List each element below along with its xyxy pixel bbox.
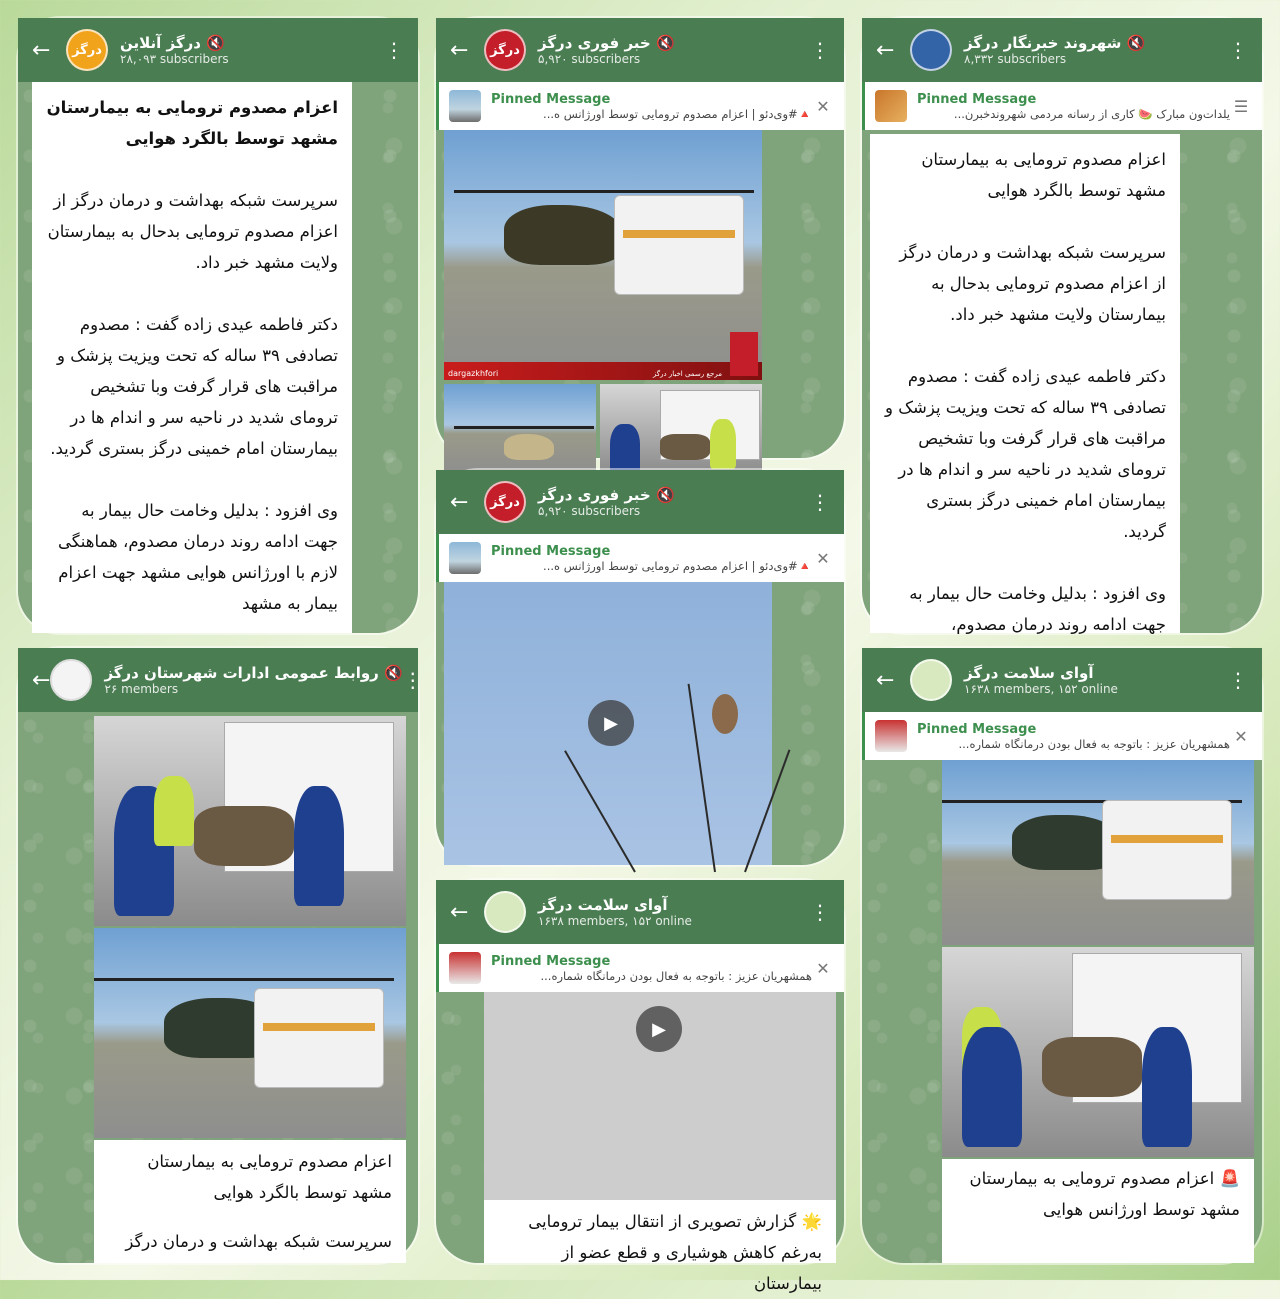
more-vert-icon[interactable]: ⋮ — [384, 38, 404, 62]
muted-icon: 🔇 — [206, 34, 225, 52]
avatar-text: درگز — [490, 494, 520, 510]
play-icon[interactable]: ▶ — [588, 700, 634, 746]
channel-title-text: خبر فوری درگز — [538, 486, 651, 504]
message-paragraph: به‌رغم کاهش هوشیاری و قطع عضو از بیمارستان — [561, 1243, 822, 1293]
pinned-text — [491, 92, 812, 121]
pinned-message-bar[interactable] — [436, 82, 844, 130]
subscriber-count: ۵,۹۲۰ subscribers — [538, 52, 641, 66]
medic-figure — [610, 424, 640, 474]
more-vert-icon[interactable]: ⋮ — [1228, 668, 1248, 692]
pinned-preview: 🔺#وی‌دئو | اعزام مصدوم ترومایی توسط اورژانس ه... — [543, 106, 812, 121]
message-headline: 🚨 اعزام مصدوم ترومایی به بیمارستان مشهد توسط اورژانس هوایی — [969, 1169, 1240, 1219]
channel-header — [862, 18, 1262, 82]
more-vert-icon[interactable]: ⋮ — [1228, 38, 1248, 62]
channel-title: آوای سلامت درگز — [964, 664, 1094, 682]
pinned-label: Pinned Message — [491, 953, 611, 969]
pinned-preview: همشهریان عزیز : باتوجه به فعال بودن درمانگاه شماره... — [540, 968, 812, 983]
more-vert-icon[interactable]: ⋮ — [810, 38, 830, 62]
back-arrow-icon[interactable]: ← — [32, 37, 51, 63]
channel-card-avaye-salamat — [862, 648, 1262, 1263]
back-arrow-icon[interactable]: ← — [450, 37, 469, 63]
pinned-preview: همشهریان عزیز : باتوجه به فعال بودن درمانگاه شماره... — [958, 736, 1230, 751]
pinned-text — [491, 954, 812, 983]
pinned-message-bar[interactable] — [862, 712, 1262, 760]
helicopter-body — [504, 434, 554, 460]
header-text[interactable] — [538, 34, 810, 66]
pinned-label: Pinned Message — [491, 91, 611, 107]
pinned-thumbnail — [875, 720, 907, 752]
muted-icon: 🔇 — [655, 34, 675, 52]
channel-avatar[interactable] — [910, 659, 952, 701]
header-text[interactable] — [120, 34, 384, 66]
pinned-text — [491, 544, 812, 573]
pinned-text — [917, 92, 1230, 121]
pinned-label: Pinned Message — [917, 91, 1037, 107]
channel-title — [104, 664, 402, 682]
channel-card-shahrvand-khabarnegar — [862, 18, 1262, 633]
channel-title-text: خبر فوری درگز — [538, 34, 651, 52]
channel-card-ravabet-omoomi — [18, 648, 423, 1263]
close-icon[interactable]: ✕ — [1234, 726, 1248, 746]
pinned-list-icon[interactable]: ☰ — [1233, 96, 1249, 116]
patient-blanket — [1042, 1037, 1142, 1097]
back-arrow-icon[interactable]: ← — [450, 489, 469, 515]
channel-card-avaye-salamat-video — [436, 880, 844, 1293]
member-count: ۱۶۳۸ members, ۱۵۲ online — [538, 914, 692, 928]
channel-header — [436, 18, 844, 82]
ambulance — [614, 195, 744, 295]
pinned-label: Pinned Message — [491, 543, 611, 559]
channel-avatar[interactable] — [484, 481, 526, 523]
channel-title — [964, 34, 1228, 52]
avatar-text: درگز — [490, 42, 520, 58]
pinned-message-bar[interactable] — [436, 534, 844, 582]
rotor-blade — [94, 978, 394, 981]
message-caption — [942, 1159, 1254, 1263]
tree-branch — [744, 749, 790, 872]
patient-blanket — [660, 434, 710, 460]
play-icon[interactable]: ▶ — [636, 1006, 682, 1052]
pinned-thumbnail — [449, 90, 481, 122]
message-caption — [484, 1200, 836, 1293]
avatar-text: درگز — [72, 42, 102, 58]
channel-title — [538, 486, 810, 504]
muted-icon: 🔇 — [655, 486, 675, 504]
tree-branch — [564, 750, 636, 872]
patient-loading-photo[interactable] — [942, 947, 1254, 1157]
header-text[interactable] — [538, 896, 810, 928]
bird-figure — [712, 694, 738, 734]
channel-avatar[interactable] — [484, 29, 526, 71]
channel-avatar[interactable] — [910, 29, 952, 71]
pinned-message-bar[interactable] — [436, 944, 844, 992]
message-paragraph: وی افزود : بدلیل وخامت حال بیمار به جهت ادامه روند درمان مصدوم، هماهنگی لازم با اورژانس هوایی مشهد جهت اعزام بیمار به مشهد — [57, 501, 338, 613]
back-arrow-icon[interactable]: ← — [876, 37, 895, 63]
message-paragraph: سرپرست شبکه بهداشت و درمان درگز از اعزام مصدوم ترومایی بدحال به بیمارستان ولایت مشهد خبر داد. — [899, 243, 1166, 324]
channel-title-text: درگز آنلاین — [120, 34, 201, 52]
message-paragraph: وی افزود : بدلیل وخامت حال بیمار به جهت ادامه روند درمان مصدوم، — [909, 584, 1166, 634]
helicopter-ambulance-photo[interactable] — [942, 760, 1254, 945]
pinned-label: Pinned Message — [917, 721, 1037, 737]
channel-header — [18, 648, 423, 712]
rotor-blade — [454, 426, 594, 429]
message-paragraph: سرپرست شبکه بهداشت و درمان درگز — [125, 1232, 392, 1251]
message-paragraph: دکتر فاطمه عیدی زاده گفت : مصدوم تصادفی ۳۹ ساله که تحت ویزیت پزشک و مراقبت های قرار گرفت وبا تشخیص ترومای شدید در ناحیه سر و اندام ها در بیمارستان امام خمینی درگز بستری گردید. — [50, 315, 338, 458]
member-count: ۲۶ members — [104, 682, 179, 696]
close-icon[interactable]: ✕ — [816, 96, 830, 116]
medic-figure — [154, 776, 194, 846]
header-text[interactable] — [964, 664, 1228, 696]
subscriber-count: ۸,۳۳۲ subscribers — [964, 52, 1067, 66]
medic-figure — [710, 419, 736, 469]
message-paragraph: دکتر فاطمه عیدی زاده گفت : مصدوم تصادفی ۳۹ ساله که تحت ویزیت پزشک و مراقبت های قرار گرفت وبا تشخیص ترومای شدید در ناحیه سر و اندام ها در بیمارستان امام خمینی درگز بستری گردید. — [885, 367, 1166, 541]
back-arrow-icon[interactable]: ← — [450, 899, 469, 925]
channel-logo-icon — [730, 332, 758, 376]
helicopter-photo-small[interactable] — [444, 384, 596, 474]
close-icon[interactable]: ✕ — [816, 548, 830, 568]
message-bubble — [32, 82, 352, 633]
medic-figure — [1142, 1027, 1192, 1147]
message-headline: 🌟 گزارش تصویری از انتقال بیمار ترومایی — [528, 1212, 822, 1231]
pinned-text — [917, 722, 1230, 751]
back-arrow-icon[interactable]: ← — [876, 667, 895, 693]
video-thumbnail[interactable] — [444, 582, 772, 865]
rotor-blade — [454, 190, 754, 193]
muted-icon: 🔇 — [1126, 34, 1146, 52]
channel-header — [436, 470, 844, 534]
subscriber-count: ۵,۹۲۰ subscribers — [538, 504, 641, 518]
more-vert-icon[interactable]: ⋮ — [402, 668, 423, 692]
medic-figure — [294, 786, 344, 906]
pinned-preview: یلدات‌ون مبارک 🍉 کاری از رسانه مردمی شهروندخبرن... — [953, 106, 1230, 121]
message-caption — [94, 1140, 406, 1263]
channel-avatar[interactable] — [484, 891, 526, 933]
subscriber-count: ۲۸,۰۹۳ subscribers — [120, 52, 229, 66]
header-text[interactable] — [104, 664, 402, 696]
channel-avatar[interactable] — [50, 659, 92, 701]
channel-title-text: شهروند خبرنگار درگز — [964, 34, 1122, 52]
channel-card-khabar-fori — [436, 18, 844, 458]
patient-loading-photo[interactable] — [94, 716, 406, 926]
message-headline: اعزام مصدوم ترومایی به بیمارستان مشهد توسط بالگرد هوایی — [147, 1152, 392, 1202]
message-paragraph: سرپرست شبکه بهداشت و درمان درگز از اعزام مصدوم ترومایی بدحال به بیمارستان ولایت مشهد خبر داد. — [47, 191, 338, 272]
helicopter-body — [504, 205, 624, 265]
close-icon[interactable]: ✕ — [816, 958, 830, 978]
header-text[interactable] — [538, 486, 810, 518]
patient-blanket — [194, 806, 294, 866]
message-bubble — [870, 134, 1180, 633]
pinned-message-bar[interactable] — [862, 82, 1262, 130]
channel-title — [120, 34, 384, 52]
channel-header — [862, 648, 1262, 712]
message-headline: اعزام مصدوم ترومایی به بیمارستان مشهد توسط بالگرد هوایی — [921, 150, 1166, 200]
channel-title — [538, 34, 810, 52]
pinned-thumbnail — [449, 542, 481, 574]
channel-title: آوای سلامت درگز — [538, 896, 668, 914]
member-count: ۱۶۳۸ members, ۱۵۲ online — [964, 682, 1118, 696]
channel-header — [18, 18, 418, 82]
helicopter-ambulance-photo[interactable] — [94, 928, 406, 1138]
pinned-preview: 🔺#وی‌دئو | اعزام مصدوم ترومایی توسط اورژانس ه... — [543, 558, 812, 573]
patient-loading-photo-small[interactable] — [600, 384, 762, 474]
watermark-text: dargazkhfori — [448, 369, 499, 378]
header-text[interactable] — [964, 34, 1228, 66]
ambulance — [254, 988, 384, 1088]
video-thumbnail[interactable] — [484, 992, 836, 1200]
helicopter-ambulance-photo[interactable] — [444, 130, 762, 380]
pinned-thumbnail — [449, 952, 481, 984]
medic-figure — [962, 1027, 1022, 1147]
photo-caption-text: مرجع رسمی اخبار درگز — [652, 370, 722, 378]
channel-avatar[interactable] — [66, 29, 108, 71]
channel-card-dargaz-online — [18, 18, 418, 633]
muted-icon: 🔇 — [384, 664, 403, 682]
pinned-thumbnail — [875, 90, 907, 122]
more-vert-icon[interactable]: ⋮ — [810, 490, 830, 514]
channel-title-text: روابط عمومی ادارات شهرستان درگز — [104, 664, 379, 682]
ambulance — [1102, 800, 1232, 900]
channel-card-khabar-fori-video — [436, 470, 844, 865]
back-arrow-icon[interactable]: ← — [32, 667, 51, 693]
message-headline: اعزام مصدوم ترومایی به بیمارستان مشهد توسط بالگرد هوایی — [46, 98, 338, 148]
channel-header — [436, 880, 844, 944]
more-vert-icon[interactable]: ⋮ — [810, 900, 830, 924]
